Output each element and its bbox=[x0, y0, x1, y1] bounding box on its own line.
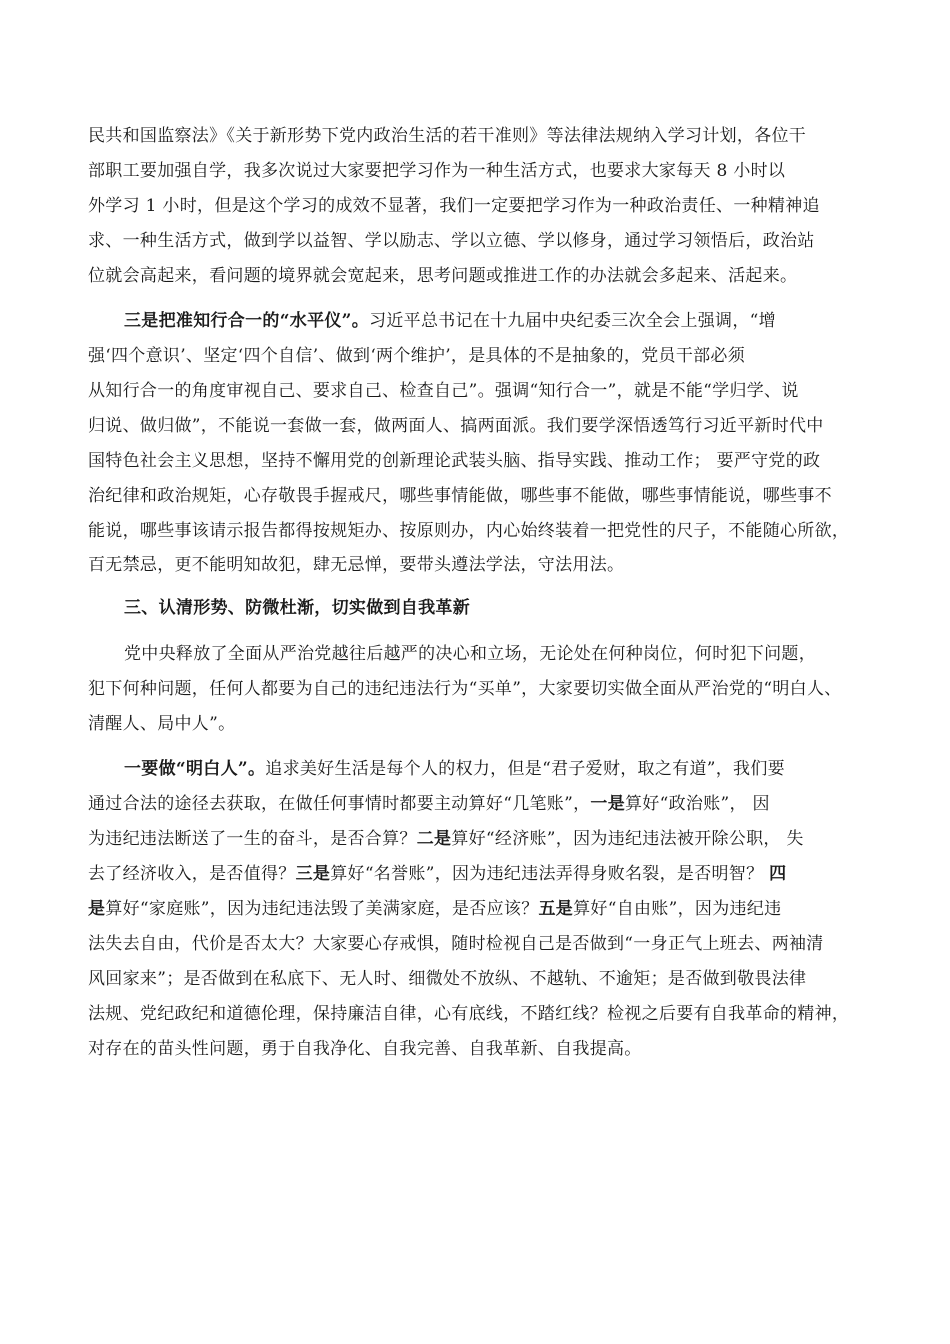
text-span: 求、一种生活方式，做到学以益智、学以励志、学以立德、学以修身，通过学习领悟后，政治站 bbox=[88, 231, 815, 251]
text-line bbox=[88, 194, 820, 218]
text-line bbox=[88, 124, 878, 148]
text-span: 外学习 1 小时，但是这个学习的成效不显著，我们一定要把学习作为一种政治责任、一种精神追 bbox=[88, 196, 820, 216]
text-span: 算好“家庭账”，因为违纪违法毁了美满家庭，是否应该？ bbox=[105, 899, 539, 919]
text-span: 算好“经济账”，因为违纪违法被开除公职， 失 bbox=[451, 829, 804, 849]
text-line bbox=[88, 344, 745, 368]
text-span: 民共和国监察法》《关于新形势下党内政治生活的若干准则》等法律法规纳入学习计划，各位干 bbox=[88, 126, 807, 146]
text-line bbox=[88, 677, 842, 701]
text-line bbox=[88, 553, 624, 577]
text-span: 犯下何种问题，任何人都要为自己的违纪违法行为“买单”，大家要切实做全面从严治党的“明白人、 bbox=[88, 679, 842, 699]
text-span: 从知行合一的角度审视自己、要求自己、检查自己”。强调“知行合一”，就是不能“学归学、说 bbox=[88, 381, 799, 401]
text-line bbox=[88, 379, 799, 403]
bold-marker: 二是 bbox=[416, 829, 452, 849]
text-line bbox=[88, 449, 820, 473]
bold-marker: 四 bbox=[769, 864, 787, 884]
bold-marker: 五是 bbox=[538, 899, 574, 919]
section-lead: 三是把准知行合一的“水平仪”。 bbox=[124, 311, 370, 331]
section-heading bbox=[124, 596, 470, 620]
bold-marker: 是 bbox=[88, 899, 106, 919]
text-span: 强‘四个意识’、坚定‘四个自信’、做到‘两个维护’，是具体的不是抽象的，党员干部必须 bbox=[88, 346, 746, 366]
text-line bbox=[88, 519, 849, 543]
text-span: 去了经济收入，是否值得？ bbox=[88, 864, 296, 884]
text-span: 治纪律和政治规矩，心存敬畏手握戒尺，哪些事情能做，哪些事不能做，哪些事情能说，哪些事不 bbox=[88, 486, 832, 506]
text-line bbox=[124, 642, 816, 666]
text-line bbox=[88, 414, 824, 438]
text-line bbox=[88, 827, 804, 851]
text-line bbox=[88, 1002, 849, 1026]
text-span: 习近平总书记在十九届中央纪委三次全会上强调，“增 bbox=[369, 311, 776, 331]
text-line bbox=[88, 862, 786, 886]
text-span: 追求美好生活是每个人的权力，但是“君子爱财，取之有道”，我们要 bbox=[265, 759, 785, 779]
text-line bbox=[88, 792, 770, 816]
text-span: 清醒人、局中人”。 bbox=[88, 714, 236, 734]
text-line bbox=[88, 484, 832, 508]
text-span: 能说，哪些事该请示报告都得按规矩办、按原则办，内心始终装着一把党性的尺子，不能随心所欲， bbox=[88, 521, 850, 541]
text-span: 法规、党纪政纪和道德伦理，保持廉洁自律，心有底线，不踏红线？检视之后要有自我革命的精神， bbox=[88, 1004, 850, 1024]
text-span: 部职工要加强自学，我多次说过大家要把学习作为一种生活方式，也要求大家每天 8 小时以 bbox=[88, 161, 786, 181]
text-span: 国特色社会主义思想，坚持不懈用党的创新理论武装头脑、指导实践、推动工作； 要严守党的政 bbox=[88, 451, 821, 471]
text-span: 算好“政治账”， 因 bbox=[625, 794, 770, 814]
text-span: 法失去自由，代价是否太大？大家要心存戒惧，随时检视自己是否做到“一身正气上班去、两袖清 bbox=[88, 934, 824, 954]
heading-text: 三、认清形势、防微杜渐，切实做到自我革新 bbox=[124, 598, 470, 618]
text-line bbox=[88, 967, 806, 991]
text-line bbox=[88, 712, 235, 736]
text-line bbox=[88, 897, 781, 921]
text-span: 位就会高起来，看问题的境界就会宽起来，思考问题或推进工作的办法就会多起来、活起来。 bbox=[88, 266, 798, 286]
text-span: 百无禁忌，更不能明知故犯，肆无忌惮，要带头遵法学法，守法用法。 bbox=[88, 555, 625, 575]
text-span: 为违纪违法断送了一生的奋斗，是否合算？ bbox=[88, 829, 417, 849]
bold-marker: 三是 bbox=[295, 864, 331, 884]
text-span: 风回家来”；是否做到在私底下、无人时、细微处不放纵、不越轨、不逾矩；是否做到敬畏法律 bbox=[88, 969, 807, 989]
text-span: 通过合法的途径去获取，在做任何事情时都要主动算好“几笔账”， bbox=[88, 794, 591, 814]
text-line bbox=[88, 1037, 642, 1061]
text-span: 算好“自由账”，因为违纪违 bbox=[573, 899, 782, 919]
text-line bbox=[88, 229, 815, 253]
text-span: 党中央释放了全面从严治党越往后越严的决心和立场，无论处在何种岗位，何时犯下问题， bbox=[124, 644, 816, 664]
text-line bbox=[88, 932, 824, 956]
text-line bbox=[88, 159, 785, 183]
text-line bbox=[88, 264, 797, 288]
section-lead: 一要做“明白人”。 bbox=[124, 759, 266, 779]
text-span: 对存在的苗头性问题，勇于自我净化、自我完善、自我革新、自我提高。 bbox=[88, 1039, 642, 1059]
text-span: 归说、做归做”，不能说一套做一套，做两面人、搞两面派。我们要学深悟透笃行习近平新时代中 bbox=[88, 416, 824, 436]
text-span: 算好“名誉账”，因为违纪违法弄得身败名裂，是否明智？ bbox=[330, 864, 770, 884]
bold-marker: 一是 bbox=[590, 794, 625, 814]
text-line bbox=[124, 757, 785, 781]
text-line bbox=[124, 309, 776, 333]
